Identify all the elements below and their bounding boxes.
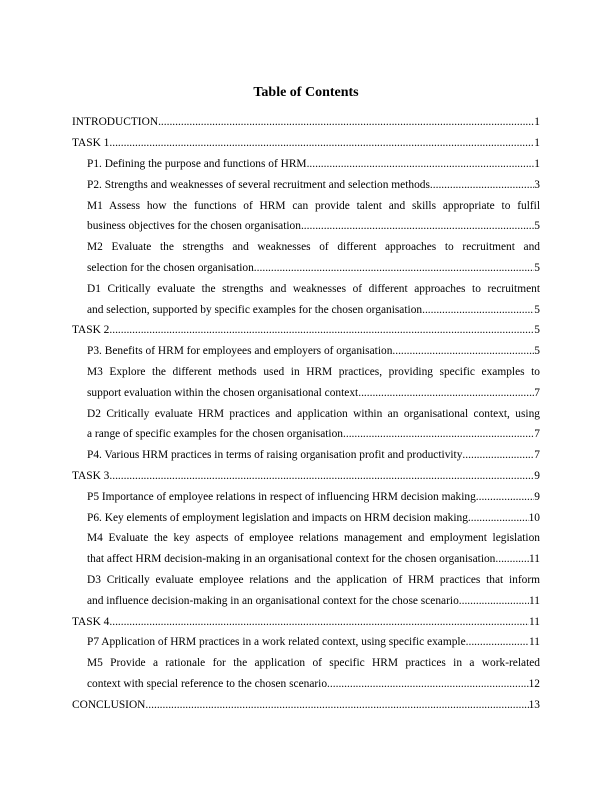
toc-page-number: 1 xyxy=(534,116,540,128)
leader-dots xyxy=(301,216,534,237)
toc-entry-text: context with special reference to the chosen scenario. xyxy=(87,678,330,690)
leader-dots xyxy=(476,487,535,508)
leader-dots xyxy=(257,258,535,279)
toc-entry-conclusion[interactable] xyxy=(72,695,540,716)
toc-page-number: 11 xyxy=(529,616,540,628)
toc-page-number: 13 xyxy=(528,699,540,711)
toc-entry-text: P4. Various HRM practices in terms of raising organisation profit and productivity xyxy=(87,449,463,461)
toc-entry-d3[interactable] xyxy=(87,591,540,612)
toc-page-number: 7 xyxy=(534,449,540,461)
toc-entry-m2[interactable] xyxy=(87,258,540,279)
toc-entry-m2-line1[interactable]: M2 Evaluate the strengths and weaknesses of different approaches to recruitment and xyxy=(87,241,540,253)
toc-entry-text: and selection, supported by specific examples for the chosen organisation xyxy=(87,304,423,316)
toc-entry-p7[interactable] xyxy=(87,632,540,653)
toc-page-number: 3 xyxy=(534,179,540,191)
toc-page-number: 11 xyxy=(529,636,540,648)
leader-dots xyxy=(430,175,534,196)
toc-page-number: 5 xyxy=(534,262,540,274)
leader-dots xyxy=(109,466,534,487)
toc-entry-text: business objectives for the chosen organisation xyxy=(87,220,301,232)
toc-entry-text: a range of specific examples for the chosen organisation. xyxy=(87,428,346,440)
toc-entry-m1-line1[interactable]: M1 Assess how the functions of HRM can provide talent and skills appropriate to fulfil xyxy=(87,200,540,212)
toc-page-number: 11 xyxy=(529,595,540,607)
toc-entry-task-4[interactable] xyxy=(72,612,540,633)
toc-page-number: 5 xyxy=(534,324,540,336)
toc-entry-text: P2. Strengths and weaknesses of several recruitment and selection methods xyxy=(87,179,430,191)
toc-entry-d3-line1[interactable]: D3 Critically evaluate employee relations and the application of HRM practices that inform xyxy=(87,574,540,586)
toc-entry-text: that affect HRM decision-making in an organisational context for the chosen organisation. xyxy=(87,553,499,565)
toc-page-number: 5 xyxy=(534,304,540,316)
leader-dots xyxy=(462,445,534,466)
toc-entry-p1[interactable] xyxy=(87,154,540,175)
toc-entry-p5[interactable] xyxy=(87,487,540,508)
toc-entry-p2[interactable] xyxy=(87,175,540,196)
toc-page-number: 5 xyxy=(534,345,540,357)
leader-dots xyxy=(346,424,534,445)
toc-page-number: 10 xyxy=(528,512,540,524)
toc-entry-text: P3. Benefits of HRM for employees and employers of organisation xyxy=(87,345,393,357)
leader-dots xyxy=(307,154,535,175)
leader-dots xyxy=(330,674,529,695)
toc-entry-task-1[interactable] xyxy=(72,133,540,154)
leader-dots xyxy=(498,549,529,570)
leader-dots xyxy=(466,632,529,653)
toc-entry-text: P7 Application of HRM practices in a work related context, using specific example xyxy=(87,636,466,648)
toc-entry-d1[interactable] xyxy=(87,300,540,321)
toc-entry-m5[interactable] xyxy=(87,674,540,695)
toc-entry-text: P1. Defining the purpose and functions of HRM xyxy=(87,158,307,170)
toc-page-number: 7 xyxy=(534,428,540,440)
leader-dots xyxy=(145,695,528,716)
toc-entry-text: P6. Key elements of employment legislation and impacts on HRM decision making xyxy=(87,512,468,524)
leader-dots xyxy=(462,591,529,612)
toc-page-number: 11 xyxy=(529,553,540,565)
toc-entry-m1[interactable] xyxy=(87,216,540,237)
toc-entry-task-3[interactable] xyxy=(72,466,540,487)
toc-entry-m4[interactable] xyxy=(87,549,540,570)
toc-entry-m5-line1[interactable]: M5 Provide a rationale for the application of specific HRM practices in a work-related xyxy=(87,657,540,669)
toc-entry-d1-line1[interactable]: D1 Critically evaluate the strengths and weaknesses of different approaches to recruitment xyxy=(87,283,540,295)
toc-entry-m3-line1[interactable]: M3 Explore the different methods used in HRM practices, providing specific examples to xyxy=(87,366,540,378)
toc-entry-text: CONCLUSION xyxy=(72,699,146,711)
leader-dots xyxy=(158,112,534,133)
toc-entry-text: support evaluation within the chosen organisational context xyxy=(87,387,359,399)
toc-page-number: 5 xyxy=(534,220,540,232)
toc-entry-text: selection for the chosen organisation. xyxy=(87,262,257,274)
toc-entry-text: P5 Importance of employee relations in respect of influencing HRM decision making xyxy=(87,491,476,503)
page-title: Table of Contents xyxy=(253,85,359,100)
toc-entry-m4-line1[interactable]: M4 Evaluate the key aspects of employee relations management and employment legislation xyxy=(87,532,540,544)
leader-dots xyxy=(109,133,534,154)
toc-page-number: 1 xyxy=(534,158,540,170)
toc-page-number: 9 xyxy=(534,470,540,482)
leader-dots xyxy=(468,508,529,529)
toc-entry-text: TASK 3 xyxy=(72,470,110,482)
leader-dots xyxy=(109,320,534,341)
toc-entry-d2-line1[interactable]: D2 Critically evaluate HRM practices and application within an organisational context, using xyxy=(87,408,540,420)
toc-entry-m3[interactable] xyxy=(87,383,540,404)
toc-entry-d2[interactable] xyxy=(87,424,540,445)
leader-dots xyxy=(109,612,529,633)
toc-entry-task-2[interactable] xyxy=(72,320,540,341)
toc-page-number: 1 xyxy=(534,137,540,149)
toc-entry-text: TASK 2 xyxy=(72,324,110,336)
toc-page-number: 12 xyxy=(528,678,540,690)
toc-entry-text: and influence decision-making in an organisational context for the chose scenario. xyxy=(87,595,462,607)
toc-entry-p4[interactable] xyxy=(87,445,540,466)
toc-page-number: 7 xyxy=(534,387,540,399)
toc-entry-text: TASK 1 xyxy=(72,137,110,149)
leader-dots xyxy=(422,300,534,321)
leader-dots xyxy=(392,341,534,362)
toc-entry-text: INTRODUCTION xyxy=(72,116,159,128)
toc-page-number: 9 xyxy=(534,491,540,503)
toc-entry-text: TASK 4 xyxy=(72,616,110,628)
toc-entry-p3[interactable] xyxy=(87,341,540,362)
toc-entry-p6[interactable] xyxy=(87,508,540,529)
leader-dots xyxy=(358,383,534,404)
toc-entry-introduction[interactable] xyxy=(72,112,540,133)
